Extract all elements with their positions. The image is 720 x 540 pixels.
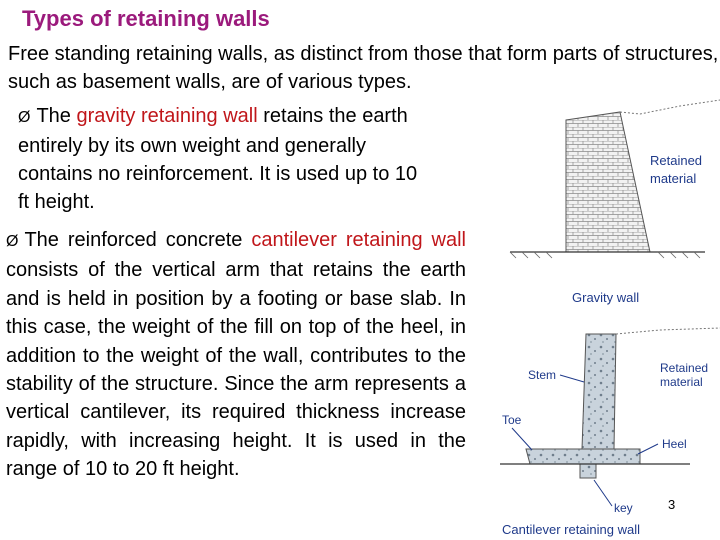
toe-label: Toe — [502, 413, 522, 427]
gravity-retained-label-1: Retained — [650, 153, 703, 168]
cantilever-retained-label-1: Retained — [660, 361, 709, 375]
key-leader-line — [594, 480, 612, 506]
cantilever-retained-label-2: material — [660, 375, 703, 389]
gravity-text-post: retains the earth entirely by its own weight and generally contains no reinforcement. It is used up to 10 ft height. — [18, 105, 418, 213]
heel-leader-line — [638, 444, 658, 454]
cantilever-wall-caption: Cantilever retaining wall — [502, 522, 641, 537]
cantilever-text-pre: The reinforced concrete — [24, 229, 252, 251]
gravity-text-pre: The — [36, 105, 77, 127]
stem-leader-line — [560, 375, 584, 382]
bullet-arrow-icon: Ø — [6, 233, 19, 250]
cantilever-footing — [526, 449, 640, 464]
cantilever-stem — [582, 334, 616, 449]
retaining-wall-figure — [490, 92, 720, 540]
page-number: 3 — [668, 497, 676, 512]
gravity-highlight: gravity retaining wall — [76, 105, 258, 127]
ground-hatch — [510, 252, 700, 258]
cantilever-wall-bullet — [6, 226, 466, 484]
gravity-wall-body — [566, 112, 650, 252]
bullet-arrow-icon: Ø — [18, 109, 31, 126]
ground-surface-line — [620, 100, 720, 114]
cantilever-highlight: cantilever retaining wall — [251, 229, 466, 251]
slide-title: Types of retaining walls — [22, 6, 270, 31]
cantilever-wall-diagram — [500, 328, 720, 537]
gravity-retained-label-2: material — [650, 171, 697, 186]
intro-paragraph: Free standing retaining walls, as distinct from those that form parts of structures, such as basement walls, are of various types. — [8, 43, 719, 93]
cantilever-backfill-line — [616, 328, 720, 334]
key-label: key — [614, 501, 633, 515]
cantilever-text-post: consists of the vertical arm that retains the earth and is held in position by a footing or base slab. In this case, the weight of the fill on top of the heel, in addition to the weight of the wall, contributes to the stability of the structure. Since the arm represents a vertical cantilever, its required thickness increase rapidly, with increasing height. It is used in the range of 10 to 20 ft height. — [6, 259, 466, 481]
heel-label: Heel — [662, 437, 687, 451]
gravity-wall-diagram — [510, 100, 720, 305]
stem-label: Stem — [528, 368, 557, 382]
cantilever-key — [580, 464, 596, 478]
toe-leader-line — [512, 428, 532, 450]
gravity-wall-bullet — [18, 102, 428, 216]
gravity-wall-caption: Gravity wall — [572, 290, 640, 305]
